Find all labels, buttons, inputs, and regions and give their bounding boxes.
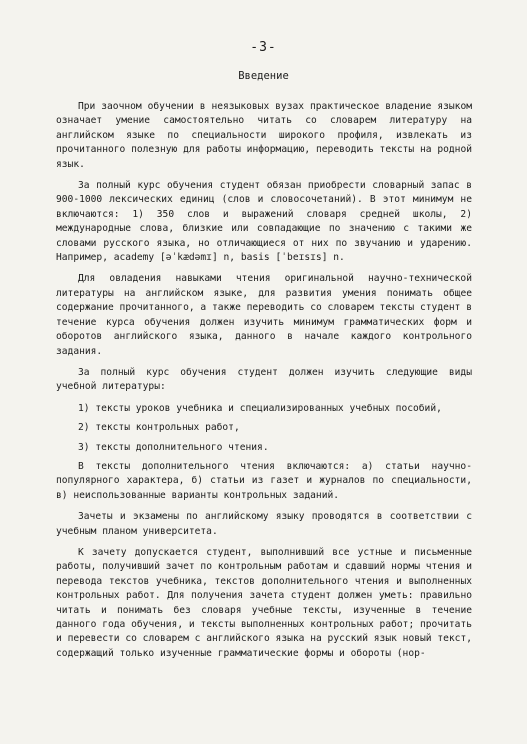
page-number: -3- <box>250 40 277 55</box>
list-item: 1) тексты уроков учебника и специализированных учебных пособий, <box>78 402 442 414</box>
body-text <box>56 100 472 668</box>
paragraph: К зачету допускается студент, выполнивший все устные и письменные работы, получивший зачет по контрольным работам и сдавший нормы чтения и перевода текстов учебника, текстов дополнительного чтения и выполненных контрольных работ. Для получения зачета студент должен уметь: правильно читать и понимать без словаря учебные тексты, изученные в течение данного года обучения, и тексты выполненных контрольных работ; прочитать и перевести со словарем с английского языка на русский язык новый текст, содержащий только изученные грамматические формы и обороты (нор- <box>56 546 472 659</box>
paragraph: За полный курс обучения студент должен изучить следующие виды учебной литературы: <box>56 366 472 393</box>
paragraph: Для овладения навыками чтения оригинальной научно-технической литературы на английском языке, для развития умения понимать общее содержание прочитанного, а также переводить со словарем тексты студент в течение курса обучения должен изучить минимум грамматических форм и оборотов английского языка, данного в начале каждого контрольного задания. <box>56 273 472 357</box>
list-item: 2) тексты контрольных работ, <box>78 422 240 434</box>
paragraph: В тексты дополнительного чтения включаются: а) статьи научно-популярного характера, б) статьи из газет и журналов по специальности, в) неиспользованные варианты контрольных заданий. <box>56 460 472 501</box>
paragraph: За полный курс обучения студент обязан приобрести словарный запас в 900-1000 лексических единиц (слов и словосочетаний). В этот минимум не включаются: 1) 350 слов и выражений словаря средней школы, 2) международные слова, близкие или совпадающие по значению с такими же словами русского языка, но отличающиеся от них по звучанию и ударению. Например, academy [əˈkædəmɪ] n, basis [ˈbeɪsɪs] n. <box>56 180 472 264</box>
paragraph: При заочном обучении в неязыковых вузах практическое владение языком означает умение самостоятельно читать со словарем литературу на английском языке по специальности широкого профиля, извлекать из прочитанного полезную для работы информацию, переводить тексты на родной язык. <box>56 101 472 170</box>
section-title: Введение <box>238 70 289 82</box>
paragraph: Зачеты и экзамены по английскому языку проводятся в соответствии с учебным планом университета. <box>56 511 472 537</box>
list-item: 3) тексты дополнительного чтения. <box>78 441 269 453</box>
